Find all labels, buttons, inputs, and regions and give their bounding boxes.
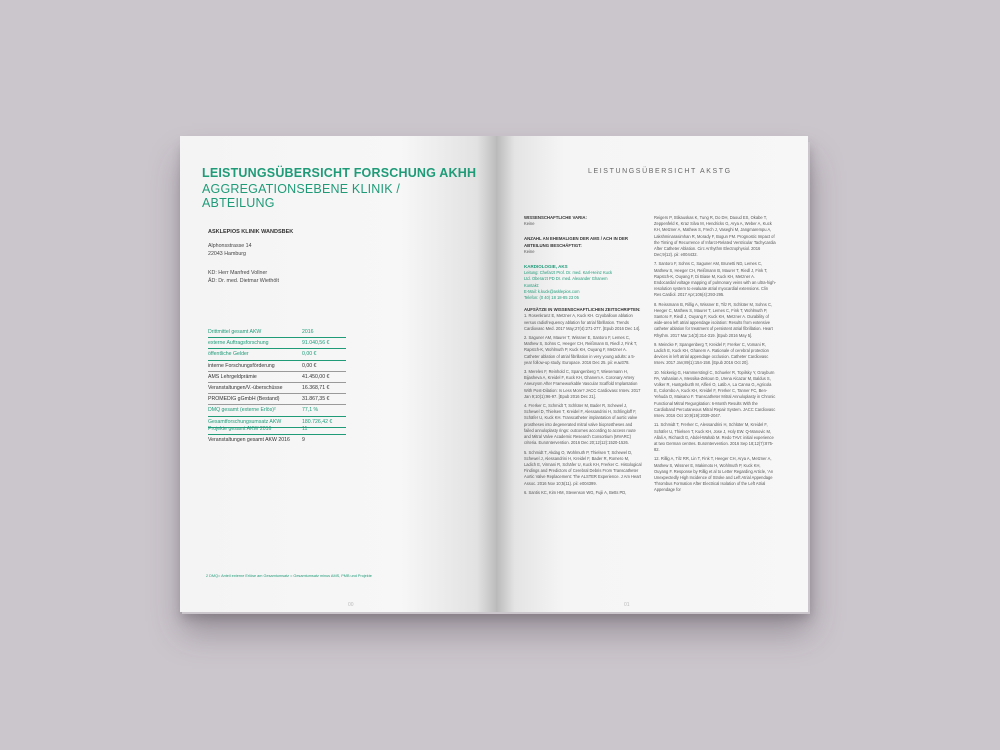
row-value: 41.450,00 € (302, 373, 330, 380)
address-city: 22043 Hamburg (208, 251, 246, 257)
department-heading: KARDIOLOGIE, AKS (524, 264, 568, 270)
reference-item: 3. Mereles F, Reinhold C, Spangenberg T, Wiesemann H, Bijasheva A, Kreidel F, Kuck KH, Ghanem A. Coronary Artery Aneurysm After Frameworkable Vascular Scaffold Implantation With Post-Dilation: Is Less More? JACC Cardiovasc Interv. 2017 Jan 9;10(1):96-97. [Epub 2016 Dec 21]. (524, 369, 641, 399)
text-column-2 (654, 215, 776, 497)
row-label: Gesamtforschungsumsatz AKW (208, 418, 282, 425)
row-value: 31.867,35 € (302, 396, 330, 403)
reference-item: 4. Frerker C, Schmidt T, Schlüter M, Bader R, Schewel J, Schewel D, Thielsen T, Kreidel F, Alessandrini H, Schlingloff F, Schäfer U, Kuck KH. Transcatheter implantation of aortic valve prostheses into degenerated mitral valve bioprostheses and failed annuloplasty rings: outcomes according to access route and Mitral Valve Academic Research Consortium (MVARC) criteria. EuroIntervention. 2016 Dec 20;12(12):1520-1526. (524, 403, 638, 446)
department-line: Leitung: Chefarzt Prof. Dr. med. Karl-Heinz Kuck (524, 270, 613, 276)
reference-item: 5. Schmidt T, Akdag O, Wohlmuth P, Thielsen T, Schewel D, Schewel J, Alessandrini H, Kreidel F, Bader R, Romero M, Ladich E, Virmani R, Schäfer U, Kuck KH, Frerker C. Histological Findings and Predictors of Cerebral Debris From Transcatheter Aortic Valve Replacement: The ALSTER Experience. J Am Heart Assoc. 2016 Nov 10;5(11). pii: e004399. (524, 449, 642, 486)
table-row (208, 383, 346, 394)
address-street: Alphonsstrasse 14 (208, 243, 252, 249)
table-row (208, 435, 346, 445)
projects-table (208, 424, 346, 445)
reference-item: 1. Rosenkranz E, Metzner A, Kuck KH. Cryoballoon ablation versus radiofrequency ablation for atrial fibrillation. Trends Cardiovasc Med. 2017 May;27(4):271-277. [Epub 2016 Dec 14]. (524, 313, 641, 331)
row-value: 2016 (302, 329, 314, 336)
reference-item: 9. Meincke F, Spangenberg T, Kreidel F, Frerker C, Vomani R, Ladich E, Kuck KH, Ghanem A. Rationale of cerebral protection devices in left atrial appendage occlusion. Catheter Cardiovasc Interv. 2017 Jan;89(1):154-158. [Epub 2016 Oct 20]. (654, 341, 769, 366)
table-row (208, 327, 346, 338)
clinic-contacts (208, 269, 279, 285)
reference-item: 11. Schmidt T, Frerker C, Alessandrini H, Schlüter M, Kreidel F, Schäfer U, Thielsen T, Kuck KH, Jose J, Holy EW. Q-Manovic M, Allali A, Richardt G, Abdel-Wahab M. Redo TAVI: initial experience at two German centres. EuroIntervention. 2016 Sep 18;12(7):875-82. (654, 422, 774, 453)
subtitle-line-2: ABTEILUNG (202, 196, 275, 210)
department-line: Telefon: (0 40) 18 18-85 23 05 (524, 295, 579, 301)
table-row (208, 394, 346, 405)
reference-item: 6. Santis KC, Kim HM, Stevenson WG, Fujii A, Betts PD, (524, 489, 627, 495)
reference-item: 2. Saguner AM, Maurer T, Wissner E, Santoro F, Lemes C, Mathew S, Sohns C, Heeger CH, Reißmann B, Riedl J, Fink T, Rapstch-K, Wohlmuth P, Kuck KH, Ouyang F, Metzner A. Catheter ablation of atrial fibrillation in very young adults: a 5-year follow-up study. Europace. 2016 Dec 25. pii: euw378. (524, 335, 637, 365)
page-number: 00 (348, 602, 354, 608)
row-label: Veranstaltungen/V.-überschüsse (208, 385, 283, 392)
row-value: 77,1 % (302, 407, 319, 414)
department-line: E-Mail: k.kuck@asklepios.com (524, 288, 580, 294)
table-row (208, 405, 346, 416)
left-page (180, 136, 496, 612)
section-value: Keine (524, 248, 535, 254)
row-label: DMQ gesamt (externe Erlös)² (208, 407, 276, 414)
right-page (496, 136, 808, 612)
footnote: 2 DMQ= Anteil externe Erlöse am Gesamtumsatz = Gesamtumsatz minus AMS, PMB und Projekte (206, 574, 372, 578)
contact-ad: ÄD: Dr. med. Dietmar Wiethölt (208, 278, 279, 284)
row-label: PROMEDIG gGmbH (Bestand) (208, 396, 280, 403)
row-label: Projekte gesamt AKW 2016 (208, 426, 272, 433)
running-header: LEISTUNGSÜBERSICHT AKSTG (588, 168, 732, 175)
finance-table (208, 327, 346, 428)
section-heading: ANZAHL AN EHEMALIGEN DER AMS / ACH IN DER ABTEILUNG BESCHÄFTIGT: (524, 236, 629, 248)
row-label: externe Auftragsforschung (208, 340, 269, 347)
clinic-address (208, 242, 252, 258)
page-title: LEISTUNGSÜBERSICHT FORSCHUNG AKHH (202, 166, 477, 180)
text-column-1 (524, 215, 642, 499)
row-value: 16.368,71 € (302, 385, 330, 392)
row-value: 0,00 € (302, 362, 317, 369)
reference-item: Reigers P, Stikauskas K, Tung R, Do DH, Daoud ES, Okabe T, Zeppenfeld K, Kraz Silva M, Hendricks G, Arya A, Weber A, Kuck KH, Metzner A, Mathew S, Frech J, Vaseghi M, Jangmarempu A, Lakshminarasimhan R, Morady F, Bogun FM. Prognostic Impact of the Timing of Recurrence of Infarct-Related Ventricular Tachycardia After Catheter Ablation. Circ Arrhythm Electrophysiol. 2016 Dec;9(12). pii: e004432. (654, 215, 776, 258)
reference-item: 7. Santoro F, Sohns C, Saguner AM, Brunetti ND, Lemes C, Mathew S, Heeger CH, Reißmann B, Maurer T, Riedl J, Fink T, Rapstch-K, Ouyang F, Di Biase M, Kuck KH, Metzner A. Endocardial voltage mapping of pulmonary veins with an ultra-high-resolution system to evaluate atrial myocardial extensions. Clin Res Cardiol. 2017 Apr;106(4):293-295. (654, 261, 776, 298)
row-value: 91.040,56 € (302, 340, 330, 347)
contact-kd: KD: Herr Manfred Vollner (208, 270, 268, 276)
table-row (208, 424, 346, 435)
section-heading: AUFSÄTZE IN WISSENSCHAFTLICHEN ZEITSCHRIFTEN: (524, 307, 641, 313)
section-value: Keine (524, 221, 535, 227)
table-row (208, 361, 346, 372)
row-value: 180.726,42 € (302, 418, 333, 425)
reference-item: 8. Reissmann B, Rillig A, Wissner E, Tilz R, Schlüter M, Sohns C, Heeger C, Mathew S, Maurer T, Lemes C, Fink T, Wohlmuth P, Santoro F, Riedl J, Ouyang F, Kuck KH, Metzner A. Durability of wide-area left atrial appendage isolation: Results from extensive catheter ablation for treatment of persistent atrial fibrillation. Heart Rhythm. 2017 Mar;14(3):314-319. [Epub 2016 May 5]. (654, 301, 773, 338)
department-line: Kontakt: (524, 282, 540, 288)
table-row (208, 338, 346, 349)
clinic-name: ASKLEPIOS KLINIK WANDSBEK (208, 229, 294, 235)
page-number: 01 (624, 602, 630, 608)
subtitle-line-1: AGGREGATIONSEBENE KLINIK / (202, 182, 401, 196)
row-label: Veranstaltungen gesamt AKW 2016 (208, 437, 290, 444)
row-label: AMS Lehrgeldprämie (208, 373, 257, 380)
reference-item: 12. Rillig A, Tilz RR, Lin T, Fink T, Heeger CH, Arya A, Metzner A, Mathew S, Wissner E, Makimoto H, Wohlmuth P, Kuck KH, Ouyang F. Response by Rillig et al to Letter Regarding Article, 'An Unexpectedly High Incidence of Stroke and Left Atrial Appendage Thrombus Formation After Electrical Isolation of the Left Atrial Appendage for (654, 456, 774, 493)
row-label: interne Forschungsförderung (208, 362, 275, 369)
row-value: 9 (302, 437, 305, 444)
table-row (208, 349, 346, 360)
table-row (208, 372, 346, 383)
row-value: 11 (302, 426, 308, 433)
row-label: Drittmittel gesamt AKW (208, 329, 262, 336)
reference-item: 10. Nickenig G, Hammerstingl C, Schueler R, Topilsky Y, Grayburn PA, Vahanian A, Messika-Zeitoun D, Urena Alcazar M, Baldus S, Volker R, Huntgeburth M, Alfieri O, Latib A, La Canna G, Agricola E, Colombo A, Kuck KH, Kreidel F, Frerker C, Tanner FC, Ben-Yehuda O, Maisano F. Transcatheter Mitral Annuloplasty in Chronic Functional Mitral Regurgitation: 6-Month Results With the Cardioband Percutaneous Mitral Repair System. JACC Cardiovasc Interv. 2016 Oct 10;9(19):2039-2047. (654, 369, 776, 419)
page-subtitle (202, 182, 462, 210)
department-line: Ltd. Oberarzt PD Dr. med. Alexander Ghanem (524, 276, 608, 282)
section-heading: WISSENSCHAFTLICHE VARIA: (524, 215, 587, 220)
row-label: öffentliche Gelder (208, 351, 249, 358)
row-value: 0,00 € (302, 351, 317, 358)
